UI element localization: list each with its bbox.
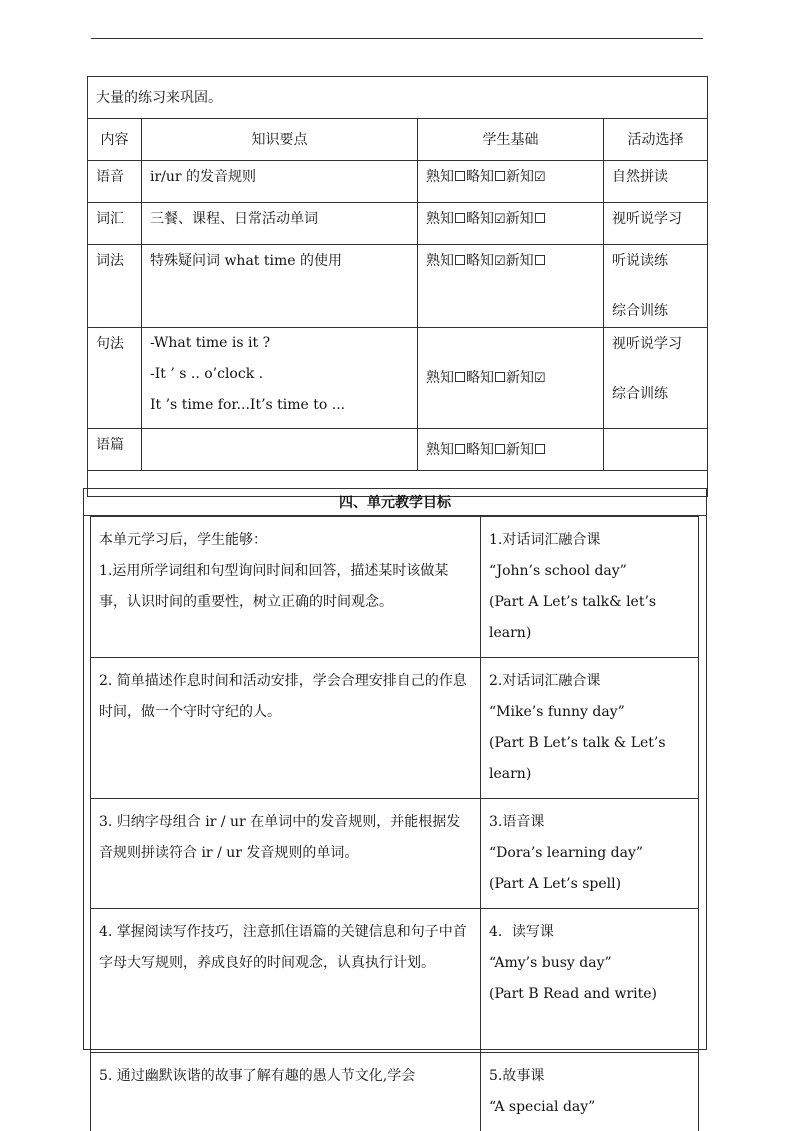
unit-goals-table [90,516,699,1131]
checked-box-icon: ☑ [494,254,506,269]
unchecked-box-icon [535,444,545,454]
goal-row [91,909,699,1053]
lesson-text: 1.对话词汇融合课 [489,525,690,556]
header-content: 内容 [88,119,142,161]
goal-row [91,1053,699,1131]
lesson-text: “Dora’s learning day” [489,838,690,869]
lesson-text: 5.故事课 [489,1061,690,1092]
base-option-label: 熟知 [426,169,454,185]
lesson-text: 3.语音课 [489,807,690,838]
base-option-label: 略知 [466,442,494,458]
checked-box-icon: ☑ [494,212,506,227]
checked-box-icon: ☑ [534,170,546,185]
lesson-type [481,799,699,909]
activity-item: 综合训练 [612,385,699,403]
goal-row [91,658,699,799]
row-knowledge-points [142,161,418,203]
frame-bottom [83,1049,707,1050]
row-student-base [418,161,604,203]
base-option-label: 熟知 [426,253,454,269]
knowledge-point: ir/ur 的发音规则 [150,168,409,186]
goal-row [91,517,699,658]
row-knowledge-points [142,429,418,471]
row-activities [604,328,708,429]
header-activity: 活动选择 [604,119,708,161]
table-row [88,429,708,471]
section-title: 四、单元教学目标 [83,488,707,516]
lesson-text: 2.对话词汇融合课 [489,666,690,697]
unchecked-box-icon [455,444,465,454]
activity-item: 综合训练 [612,302,699,320]
lesson-text: “Mike’s funny day” [489,697,690,728]
header-rule [91,38,703,39]
unchecked-box-icon [455,213,465,223]
row-student-base [418,203,604,245]
lesson-text: “A special day” [489,1092,690,1123]
header-base: 学生基础 [418,119,604,161]
goal-text: 2. 简单描述作息时间和活动安排，学会合理安排自己的作息时间，做一个守时守纪的人。 [99,666,472,728]
goal-text: 本单元学习后，学生能够： [99,525,472,556]
knowledge-point: It ’s time for...It’s time to ... [150,390,409,421]
base-option-label: 熟知 [426,370,454,386]
intro-text: 大量的练习来巩固。 [88,77,708,119]
goal-text: 5. 通过幽默诙谐的故事了解有趣的愚人节文化,学会 [99,1061,472,1092]
row-student-base [418,245,604,328]
unchecked-box-icon [455,171,465,181]
lesson-text: (Part A Let’s talk& let’s learn) [489,587,690,649]
activity-item: 听说读练 [612,252,699,270]
knowledge-point: 三餐、课程、日常活动单词 [150,210,409,228]
unchecked-box-icon [495,444,505,454]
goal-text: 3. 归纳字母组合 ir / ur 在单词中的发音规则，并能根据发音规则拼读符合 ir / ur 发音规则的单词。 [99,807,472,869]
row-activities [604,203,708,245]
base-option-label: 新知 [506,370,534,386]
table-header-row [88,119,708,161]
lesson-text: 4．读写课 [489,917,690,948]
knowledge-point: -What time is it ? [150,328,409,359]
row-content-label: 语篇 [88,429,142,471]
checked-box-icon: ☑ [534,371,546,386]
activity-item: 视听说学习 [612,210,699,228]
base-option-label: 略知 [466,169,494,185]
goal-row [91,799,699,909]
frame-right [706,516,707,1050]
row-activities [604,429,708,471]
lesson-type [481,517,699,658]
frame-left [83,516,84,1050]
table-row [88,245,708,328]
table-row [88,328,708,429]
table-row [88,203,708,245]
row-activities [604,245,708,328]
goal-text: 4. 掌握阅读写作技巧，注意抓住语篇的关键信息和句子中首字母大写规则，养成良好的时间观念，认真执行计划。 [99,917,472,979]
lesson-type [481,658,699,799]
base-option-label: 新知 [506,253,534,269]
row-student-base [418,429,604,471]
lesson-type [481,909,699,1053]
knowledge-point: 特殊疑问词 what time 的使用 [150,252,409,270]
unchecked-box-icon [455,255,465,265]
row-content-label: 语音 [88,161,142,203]
unchecked-box-icon [535,213,545,223]
lesson-type [481,1053,699,1131]
unchecked-box-icon [535,255,545,265]
goal-description [91,1053,481,1131]
base-option-label: 熟知 [426,442,454,458]
knowledge-point: -It ’ s .. o’clock . [150,359,409,390]
goal-description [91,658,481,799]
goal-description [91,517,481,658]
base-option-label: 略知 [466,370,494,386]
row-content-label: 句法 [88,328,142,429]
lesson-text: (Part A Let’s spell) [489,869,690,900]
base-option-label: 略知 [466,211,494,227]
base-option-label: 新知 [506,169,534,185]
row-knowledge-points [142,328,418,429]
row-student-base [418,328,604,429]
lesson-text: “John’s school day” [489,556,690,587]
lesson-text: “Amy’s busy day” [489,948,690,979]
base-option-label: 略知 [466,253,494,269]
row-content-label: 词汇 [88,203,142,245]
goal-description [91,799,481,909]
base-option-label: 新知 [506,211,534,227]
unchecked-box-icon [455,372,465,382]
content-analysis-table [87,76,708,497]
activity-item: 自然拼读 [612,168,699,186]
base-option-label: 新知 [506,442,534,458]
table-row [88,161,708,203]
row-content-label: 词法 [88,245,142,328]
header-points: 知识要点 [142,119,418,161]
unchecked-box-icon [495,171,505,181]
lesson-text: (Part B Let’s talk & Let’s learn) [489,728,690,790]
row-knowledge-points [142,245,418,328]
goal-description [91,909,481,1053]
base-option-label: 熟知 [426,211,454,227]
goal-text: 1.运用所学词组和句型询问时间和回答，描述某时该做某事，认识时间的重要性，树立正确的时间观念。 [99,556,472,618]
row-knowledge-points [142,203,418,245]
row-activities [604,161,708,203]
unchecked-box-icon [495,372,505,382]
activity-item: 视听说学习 [612,335,699,353]
lesson-text: (Part B Read and write) [489,979,690,1010]
